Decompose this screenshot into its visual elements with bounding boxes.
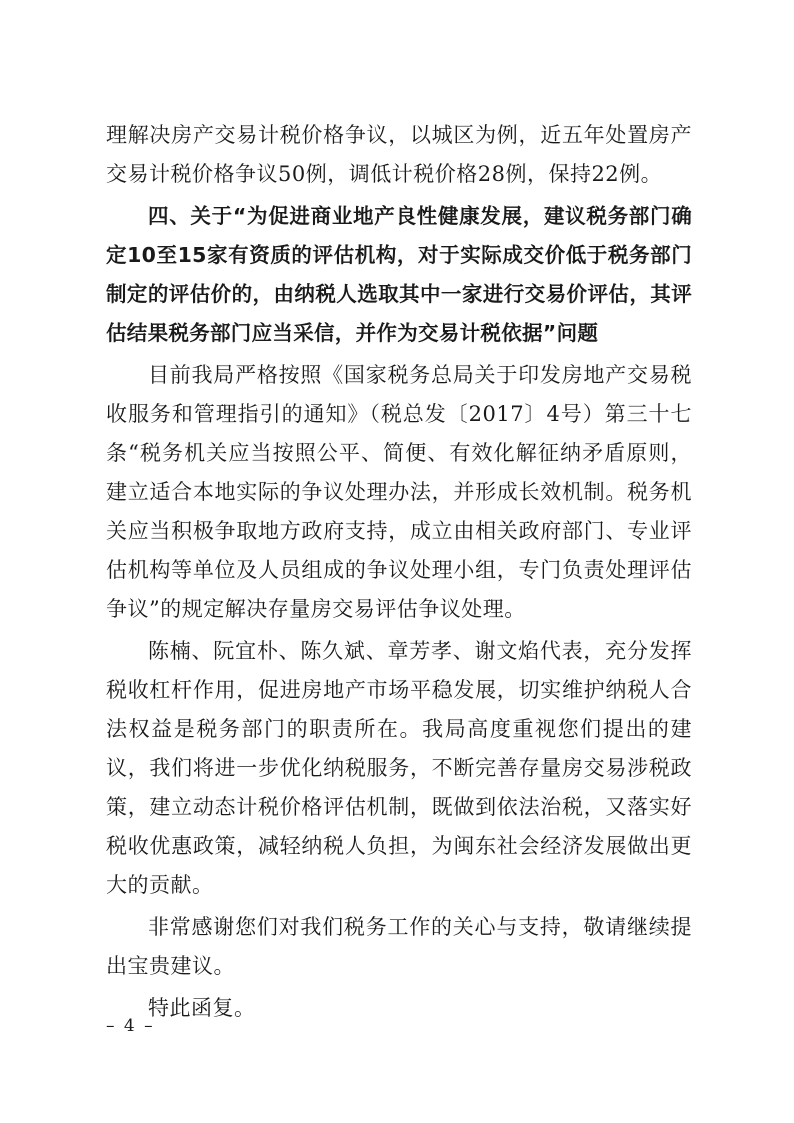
paragraph-continuation: 理解决房产交易计税价格争议，以城区为例，近五年处置房产交易计税价格争议50例，调低计税价格28例，保持22例。 (106, 123, 692, 186)
page-number: – 4 – (106, 1016, 155, 1036)
paragraph-thanks: 非常感谢您们对我们税务工作的关心与支持，敬请继续提出宝贵建议。 (106, 915, 692, 978)
document-body (106, 116, 692, 1028)
paragraph-delegates-reply: 陈楠、阮宜朴、陈久斌、章芳孝、谢文焰代表，充分发挥税收杠杆作用，促进房地产市场平稳发展，切实维护纳税人合法权益是税务部门的职责所在。我局高度重视您们提出的建议，我们将进一步优化纳税服务，不断完善存量房交易涉税政策，建立动态计税价格评估机制，既做到依法治税，又落实好税收优惠政策，减轻纳税人负担，为闽东社会经济发展做出更大的贡献。 (106, 639, 692, 897)
paragraph-closing: 特此函复。 (148, 996, 256, 1020)
paragraph-policy-reply: 目前我局严格按照《国家税务总局关于印发房地产交易税收服务和管理指引的通知》（税总发〔2017〕4号）第三十七条“税务机关应当按照公平、简便、有效化解征纳矛盾原则，建立适合本地实际的争议处理办法，并形成长效机制。税务机关应当积极争取地方政府支持，成立由相关政府部门、专业评估机构等单位及人员组成的争议处理小组，专门负责处理评估争议”的规定解决存量房交易评估争议处理。 (106, 363, 692, 621)
section-four-heading: 四、关于“为促进商业地产良性健康发展，建议税务部门确定10至15家有资质的评估机构，对于实际成交价低于税务部门制定的评估价的，由纳税人选取其中一家进行交易价评估，其评估结果税务部门应当采信，并作为交易计税依据”问题 (106, 204, 692, 345)
